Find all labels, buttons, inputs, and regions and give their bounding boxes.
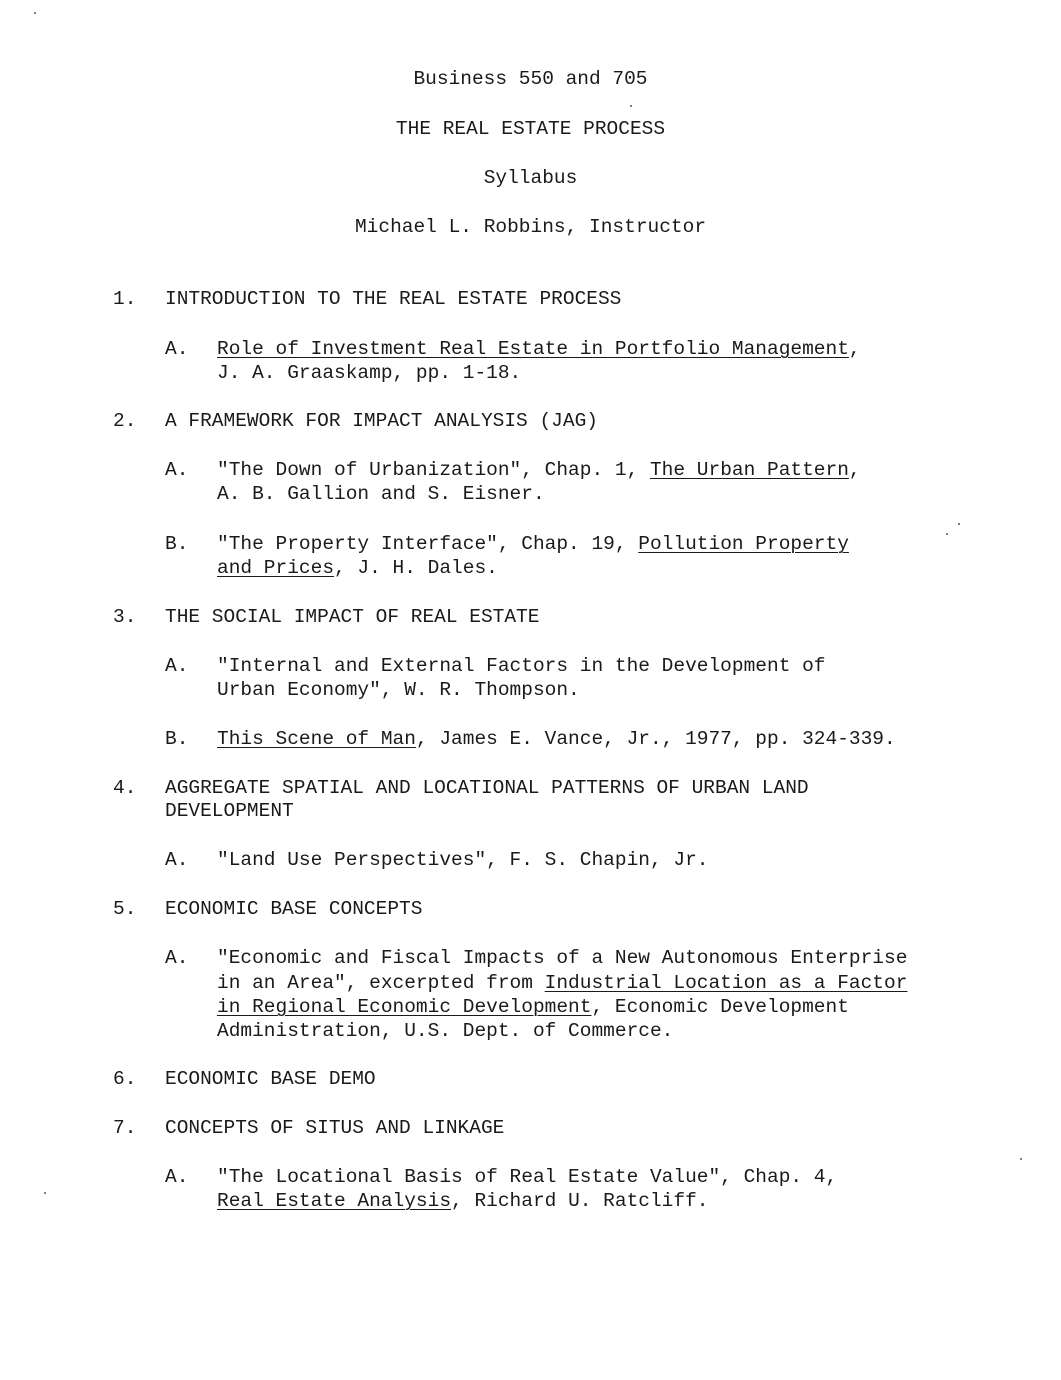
section-3b-letter: B. (165, 728, 189, 750)
section-6-number: 6. (113, 1068, 137, 1090)
document-type: Syllabus (483, 167, 578, 189)
section-3-number: 3. (113, 606, 137, 628)
section-5a-line3: in Regional Economic Development, Economic Development (217, 996, 849, 1018)
scan-speck (958, 523, 960, 525)
section-2-number: 2. (113, 410, 137, 432)
section-5a-line1: "Economic and Fiscal Impacts of a New Autonomous Enterprise (217, 947, 908, 969)
section-7a-line1: "The Locational Basis of Real Estate Value", Chap. 4, (217, 1166, 838, 1188)
section-5a-letter: A. (165, 947, 189, 969)
section-3a-line2: Urban Economy", W. R. Thompson. (217, 679, 580, 701)
section-5a-line2: in an Area", excerpted from Industrial Location as a Factor (217, 972, 908, 994)
section-5-number: 5. (113, 898, 137, 920)
section-7-title: CONCEPTS OF SITUS AND LINKAGE (165, 1117, 505, 1139)
scan-speck (44, 1192, 46, 1194)
scan-speck (630, 105, 632, 107)
section-7a-work-title: Real Estate Analysis (217, 1190, 452, 1212)
course-number: Business 550 and 705 (413, 68, 648, 90)
section-2b-work-title-part1: Pollution Property (638, 533, 849, 555)
section-2a-letter: A. (165, 459, 189, 481)
section-1-title: INTRODUCTION TO THE REAL ESTATE PROCESS (165, 288, 622, 310)
section-5a-work-title-part1: Industrial Location as a Factor (544, 972, 908, 994)
section-2b-work-title-part2: and Prices (217, 557, 335, 579)
section-7-number: 7. (113, 1117, 137, 1139)
section-1-number: 1. (113, 288, 137, 310)
section-2a-line1: "The Down of Urbanization", Chap. 1, The Urban Pattern, (217, 459, 861, 481)
scan-speck (34, 12, 36, 14)
section-4-title-line2: DEVELOPMENT (165, 800, 294, 822)
section-3b-line1: This Scene of Man, James E. Vance, Jr., 1977, pp. 324-339. (217, 728, 896, 750)
section-3a-line1: "Internal and External Factors in the Development of (217, 655, 826, 677)
section-1a-line1: Role of Investment Real Estate in Portfolio Management, (217, 338, 861, 360)
section-4a-letter: A. (165, 849, 189, 871)
section-1a-work-title: Role of Investment Real Estate in Portfolio Management (217, 338, 849, 360)
section-5a-line4: Administration, U.S. Dept. of Commerce. (217, 1020, 674, 1042)
section-4-number: 4. (113, 777, 137, 799)
section-3a-letter: A. (165, 655, 189, 677)
course-title: THE REAL ESTATE PROCESS (395, 118, 666, 140)
section-2-title: A FRAMEWORK FOR IMPACT ANALYSIS (JAG) (165, 410, 598, 432)
section-2a-line2: A. B. Gallion and S. Eisner. (217, 483, 545, 505)
section-2b-line1: "The Property Interface", Chap. 19, Pollution Property (217, 533, 849, 555)
section-6-title: ECONOMIC BASE DEMO (165, 1068, 376, 1090)
section-1a-line2: J. A. Graaskamp, pp. 1-18. (217, 362, 522, 384)
section-1a-letter: A. (165, 338, 189, 360)
section-3b-work-title: This Scene of Man (217, 728, 416, 750)
section-5a-work-title-part2: in Regional Economic Development (217, 996, 592, 1018)
section-3-title: THE SOCIAL IMPACT OF REAL ESTATE (165, 606, 540, 628)
section-2b-line2: and Prices, J. H. Dales. (217, 557, 498, 579)
section-7a-letter: A. (165, 1166, 189, 1188)
section-7a-line2: Real Estate Analysis, Richard U. Ratcliff. (217, 1190, 709, 1212)
section-2a-work-title: The Urban Pattern (649, 459, 849, 481)
section-2b-letter: B. (165, 533, 189, 555)
scan-speck (1020, 1158, 1022, 1160)
instructor-name: Michael L. Robbins, Instructor (354, 216, 707, 238)
scan-speck (946, 533, 948, 535)
section-5-title: ECONOMIC BASE CONCEPTS (165, 898, 423, 920)
section-4-title-line1: AGGREGATE SPATIAL AND LOCATIONAL PATTERNS OF URBAN LAND (165, 777, 809, 799)
section-4a-line1: "Land Use Perspectives", F. S. Chapin, Jr. (217, 849, 709, 871)
